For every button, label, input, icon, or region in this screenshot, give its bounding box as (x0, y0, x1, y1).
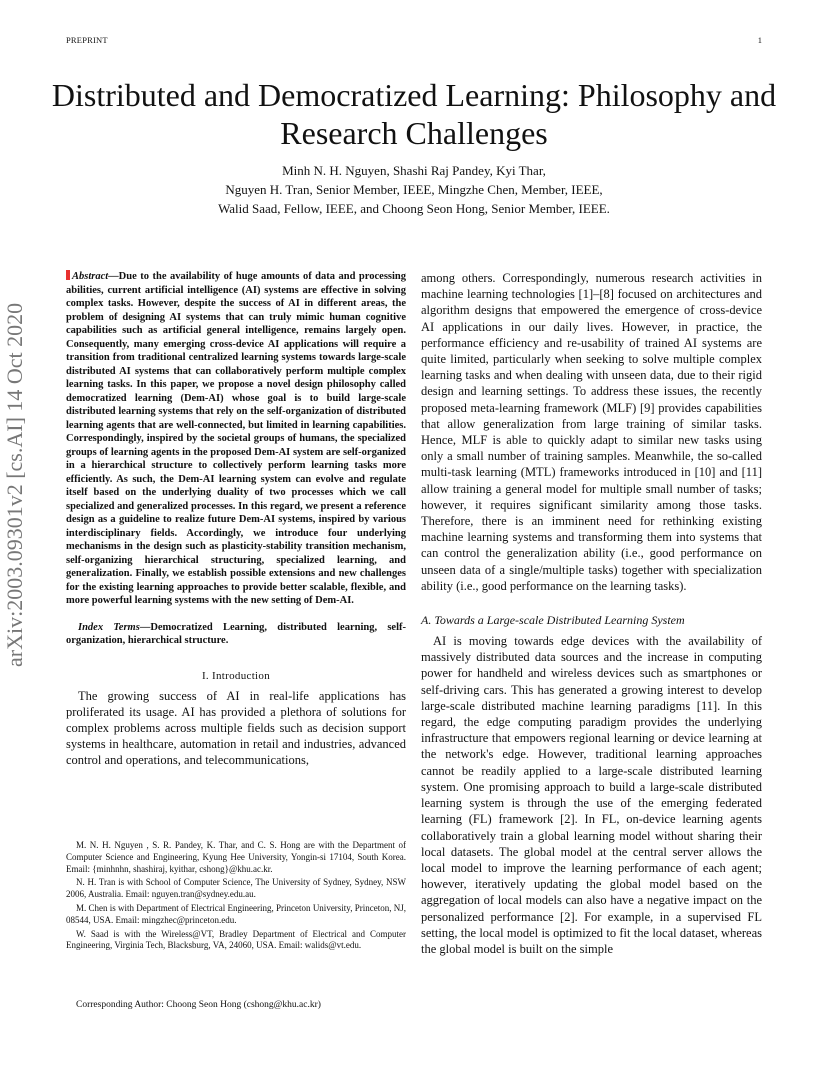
author-line-2: Nguyen H. Tran, Senior Member, IEEE, Mingzhe Chen, Member, IEEE, (225, 182, 603, 197)
running-header: PREPRINT (66, 35, 108, 45)
subsection-heading: A. Towards a Large-scale Distributed Learning System (421, 613, 685, 628)
body-paragraph: AI is moving towards edge devices with the availability of massively distributed data sources and the increase in computing power for handheld and wireless devices such as smartphones or self-driving cars. This has generated a growing interest to develop large-scale distributed machine learning paradigms [11]. In this regard, the edge computing paradigm provides the underlying infrastructure that empowers regional learning or device learning at the network's edge. However, traditional learning approaches cannot be readily applied to a large-scale distributed learning system. One promising approach to build a large-scale distributed learning system is through the use of the emerging federated learning (FL) framework [2]. In FL, on-device learning agents collaboratively train a global learning model without sharing their local datasets. The global model at the central server allows the local model to improve the learning performance of each agent; however, iteratively updating the global model based on the aggregation of local models can also have a negative impact on the personalized performance [2]. For example, in a supervised FL setting, the local model is optimized to fit the local dataset, whereas the global model is built on the simple (421, 634, 762, 956)
right-column (421, 270, 762, 957)
corresponding-author: Corresponding Author: Choong Seon Hong (cshong@khu.ac.kr) (76, 1000, 321, 1010)
abstract-label: Abstract (72, 271, 109, 282)
author-line-1: Minh N. H. Nguyen, Shashi Raj Pandey, Kyi Thar, (282, 163, 546, 178)
footnotes (66, 840, 406, 954)
section-heading-introduction: I. Introduction (201, 669, 271, 682)
left-column (66, 270, 406, 769)
index-terms (66, 621, 406, 648)
arxiv-stamp: arXiv:2003.09301v2 [cs.AI] 14 Oct 2020 (2, 302, 27, 668)
footnote-affiliation: N. H. Tran is with School of Computer Science, The University of Sydney, Sydney, NSW 2006, Australia. Email: nguyen.tran@sydney.edu.au. (66, 877, 406, 900)
author-list (40, 161, 788, 218)
abstract (66, 270, 406, 608)
author-line-3: Walid Saad, Fellow, IEEE, and Choong Seon Hong, Senior Member, IEEE. (218, 201, 610, 216)
intro-paragraph: The growing success of AI in real-life applications has proliferated its usage. AI has provided a plethora of solutions for complex problems across multiple fields such as decision support systems in healthcare, automation in retail and industries, advanced control and operations, and telecommunications, (66, 688, 406, 768)
body-paragraph-continued: among others. Correspondingly, numerous research activities in machine learning technologies [1]–[8] focused on architectures and algorithm designs that empowered the emergence of cross-device AI applications in our daily lives. However, in practice, the performance efficiency and re-usability of trained AI systems are quite limited, particularly when seeking to solve multiple complex learning tasks and when dealing with unseen data, due to their rigid design and learning settings. To address these issues, the recently proposed meta-learning framework (MLF) [9] provides capabilities that allow generalization from large training of similar tasks. Hence, MLF is able to quickly adapt to similar new tasks using only a small number of training samples. Meanwhile, the so-called multi-task learning (MTL) frameworks introduced in [10] and [11] allow training a general model for multiple small number of tasks; however, it requires significant similarity among those tasks. Therefore, there is an imminent need for rethinking existing machine learning systems and transforming them into systems that can control the generalization ability (i.e., good performance on unseen data of a single/multiple tasks) together with specialization ability (i.e., good performance on the learning tasks). (421, 271, 762, 593)
page-number: 1 (757, 35, 762, 45)
index-terms-text: —Democratized Learning, distributed learning, self-organization, hierarchical structure. (66, 621, 407, 646)
comment-marker-icon (66, 270, 70, 280)
paper-title: Distributed and Democratized Learning: Philosophy and Research Challenges (51, 77, 777, 151)
footnote-affiliation: W. Saad is with the Wireless@VT, Bradley Department of Electrical and Computer Engineering, Virginia Tech, Blacksburg, VA, 24060, USA. Email: walids@vt.edu. (66, 928, 406, 951)
footnote-affiliation: M. Chen is with Department of Electrical Engineering, Princeton University, Princeton, NJ, 08544, USA. Email: mingzhec@princeton.edu. (66, 902, 406, 925)
index-terms-label: Index Terms (78, 621, 140, 633)
footnote-affiliation: M. N. H. Nguyen , S. R. Pandey, K. Thar, and C. S. Hong are with the Department of Computer Science and Engineering, Kyung Hee University, Yongin-si 17104, South Korea. Email: {minhnhn, shashiraj, kyithar, cshong}@khu.ac.kr. (66, 840, 406, 874)
abstract-text: —Due to the availability of huge amounts of data and processing abilities, current artificial intelligence (AI) systems are effective in solving complex tasks. However, despite the success of AI in different areas, the problem of designing AI systems that can truly mimic human cognitive capabilities such as artificial general intelligence, remains largely open. Consequently, many emerging cross-device AI applications will require a transition from traditional centralized learning systems towards large-scale distributed AI systems that can collaboratively perform multiple complex learning tasks. In this paper, we propose a novel design philosophy called democratized learning (Dem-AI) whose goal is to build large-scale distributed learning systems that rely on the self-organization of distributed learning agents that are well-connected, but limited in learning capabilities. Correspondingly, inspired by the societal groups of humans, the specialized groups of learning agents in the proposed Dem-AI system are self-organized in a hierarchical structure to collectively perform learning tasks more efficiently. As such, the Dem-AI learning system can evolve and regulate itself based on the underlying duality of two processes which we call specialized and generalized processes. In this regard, we present a reference design as a guideline to realize future Dem-AI systems, inspired by various interdisciplinary fields. Accordingly, we introduce four underlying mechanisms in the design such as plasticity-stability transition mechanism, self-organizing hierarchical structuring, specialized learning, and generalization. Finally, we establish possible extensions and new challenges for the existing learning approaches to provide better scalable, flexible, and more powerful learning systems with the new setting of Dem-AI. (66, 271, 406, 606)
